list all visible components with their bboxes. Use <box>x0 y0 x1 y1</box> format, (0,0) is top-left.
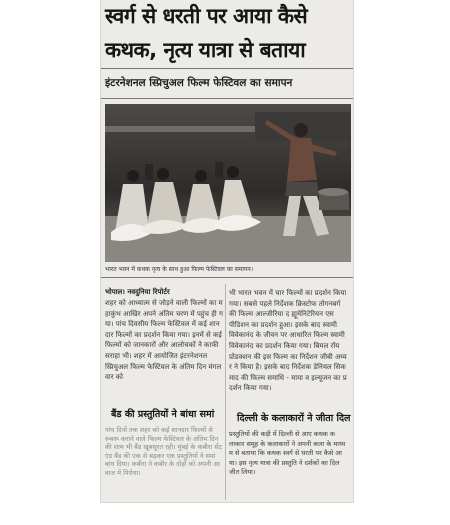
body-column-left <box>105 298 223 383</box>
kathak-performance-photo <box>105 104 351 262</box>
photo-caption: भारत भवन में कथक नृत्य के साथ हुआ फिल्म फेस्टिवल का समापन। <box>105 266 253 273</box>
headline-line-2: कथक, नृत्य यात्रा से बताया <box>105 38 306 62</box>
subhead-band: बैंड की प्रस्तुतियों ने बांधा समां <box>111 409 215 420</box>
column-divider <box>225 284 226 500</box>
newspaper-clipping <box>101 0 353 502</box>
divider <box>101 98 353 99</box>
body-column-left-lower <box>105 426 223 477</box>
divider <box>101 277 353 278</box>
subhead-delhi-artists: दिल्ली के कलाकारों ने जीता दिल <box>237 413 351 424</box>
body-column-right <box>229 288 347 394</box>
byline: भोपाल। नवदुनिया रिपोर्टर <box>105 288 170 296</box>
headline-line-1: स्वर्ग से धरती पर आया कैसे <box>105 4 308 28</box>
paragraph: पांच दिनों तक शहर को कई शानदार फिल्मों से रूबरू कराने वाले फिल्म फेस्टिवल के अंतिम दिन की शाम भी बैंड खूबसूरत रही। मुंबई के कबीरा सेंट एंड बैंड की एक से बढ़कर एक प्रस्तुतियों ने समां बांध दिया। कबीरा ने कबीर के दोहों को अपनी आवाज में पिरोया। <box>105 426 222 477</box>
divider <box>101 68 353 69</box>
body-column-right-lower <box>229 430 349 478</box>
paragraph: भी भारत भवन में चार फिल्मों का प्रदर्शन किया गया। सबसे पहले निर्देशक क्रिस्टोफ तोगनबर्ग की फिल्म आल्जीरिया द ह्यूमेनिटेरियन एसपीडिशन का प्रदर्शन हुआ। इसके बाद स्वामी विवेकानंद के जीवन पर आधारित फिल्म स्वामी विवेकानंद का प्रदर्शन किया गया। बिमल रॉय प्रोडक्शन की इस फिल्म का निर्देशन जीबी अय्यर ने किया है। इसके बाद निर्देशक डेनियल सिकमाद की फिल्म समाधि - माया व इल्यूजन का प्रदर्शन किया गया। <box>229 289 347 393</box>
paragraph: शहर को आध्यात्म से जोड़ने वाली फिल्मों का महाकुंभ आखिर अपने अंतिम चरण में पहुंच ही गया। पांच दिवसीय फिल्म फेस्टिवल में कई शानदार फिल्मों का प्रदर्शन किया गया। इनमें से कई फिल्मों को जानकारों और आलोचकों ने काफी सराहा भी। शहर में आयोजित इंटरनेशनल स्प्रिचुअल फिल्म फेस्टिवल के अंतिम दिन मंगलवार को <box>105 299 223 382</box>
subheadline: इंटरनेशनल स्प्रिचुअल फिल्म फेस्टिवल का समापन <box>105 77 293 89</box>
paragraph: प्रस्तुतियों की कड़ी में दिल्ली से आए कथक कलाकार समूह के कलाकारों ने अपनी कला के माध्यम से बताया कि कथक स्वर्ग से धरती पर कैसे आया। इस नृत्य यात्रा की प्रस्तुति ने दर्शकों का दिल जीत लिया। <box>229 430 346 476</box>
